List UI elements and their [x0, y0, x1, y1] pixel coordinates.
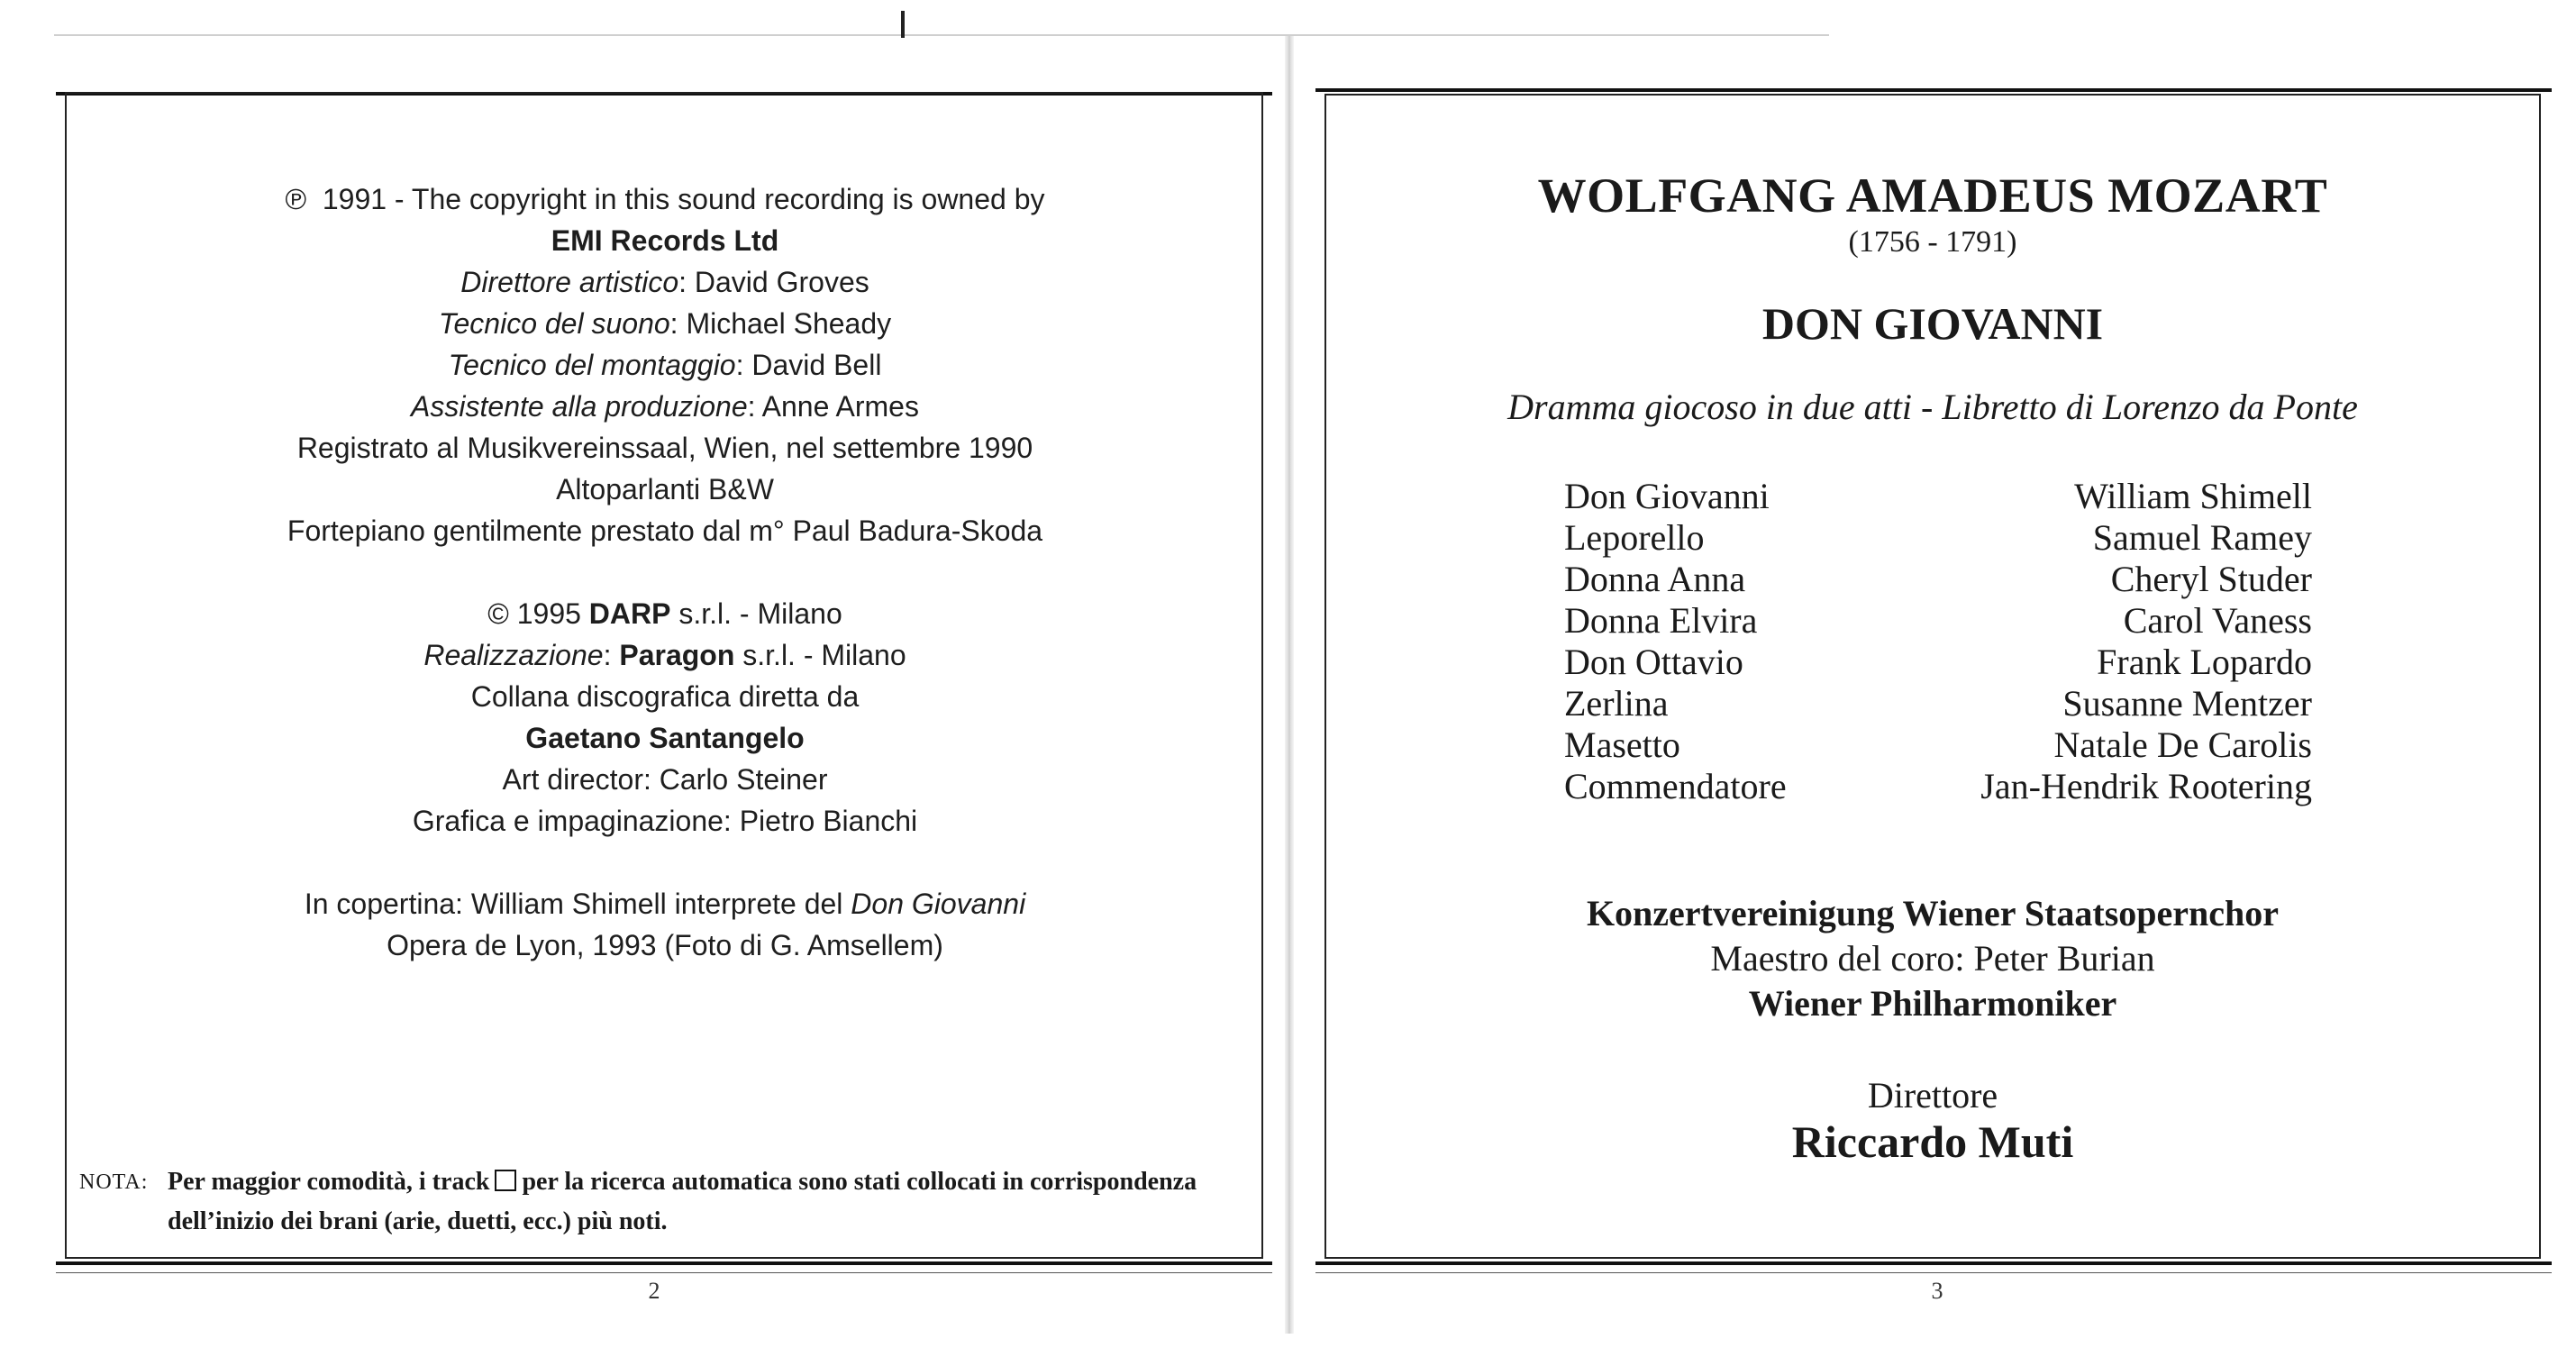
cast-row: Zerlina Susanne Mentzer — [1564, 683, 2312, 724]
booklet-spine — [1285, 36, 1294, 1334]
cover-photo-line: Opera de Lyon, 1993 (Foto di G. Amsellem) — [387, 929, 943, 961]
grafica-line: Grafica e impaginazione: Pietro Bianchi — [412, 805, 918, 837]
composer-lifespan: (1756 - 1791) — [1848, 225, 2017, 259]
nota-block — [79, 1162, 1233, 1242]
nota-label: NOTA: — [79, 1170, 149, 1194]
conductor-label: Direttore — [1867, 1075, 1998, 1116]
bottom-rule — [56, 1261, 1272, 1265]
composer-name: WOLFGANG AMADEUS MOZART — [1537, 168, 2328, 223]
cast-row: Don Ottavio Frank Lopardo — [1564, 642, 2312, 682]
recorded-line: Registrato al Musikvereinssaal, Wien, nel settembre 1990 — [296, 432, 1033, 464]
page-number: 2 — [648, 1278, 660, 1304]
orchestra-name: Wiener Philharmoniker — [1748, 983, 2117, 1024]
credit-line-0: Direttore artistico: David Groves — [460, 266, 869, 298]
darp-line: © 1995 DARP s.r.l. - Milano — [487, 597, 842, 630]
credits-block — [72, 178, 1258, 966]
copyright-owner: EMI Records Ltd — [551, 224, 779, 257]
art-director-line: Art director: Carlo Steiner — [502, 763, 828, 796]
cast-row: Don Giovanni William Shimell — [1564, 476, 2312, 516]
collana-line: Collana discografica diretta da — [470, 680, 860, 713]
chorus-master: Maestro del coro: Peter Burian — [1710, 938, 2155, 979]
cover-line: In copertina: William Shimell interprete del Don Giovanni — [304, 888, 1026, 920]
credit-line-3: Assistente alla produzione: Anne Armes — [411, 390, 919, 423]
opera-subtitle: Dramma giocoso in due atti - Libretto di Lorenzo da Ponte — [1507, 387, 2358, 427]
top-rule — [1315, 88, 2552, 92]
cast-row: Masetto Natale De Carolis — [1564, 724, 2312, 765]
cast-row: Donna Elvira Carol Vaness — [1564, 600, 2312, 641]
credit-line-1: Tecnico del suono: Michael Sheady — [438, 307, 892, 340]
opera-title: DON GIOVANNI — [1761, 298, 2104, 349]
realizzazione-line: Realizzazione: Paragon s.r.l. - Milano — [423, 639, 906, 671]
page-number: 3 — [1931, 1278, 1943, 1304]
page-left — [0, 0, 1285, 1357]
credit-line-2: Tecnico del montaggio: David Bell — [448, 349, 882, 381]
cast-row: Donna Anna Cheryl Studer — [1564, 559, 2312, 599]
cast-row: Leporello Samuel Ramey — [1564, 517, 2312, 558]
page-right — [1294, 0, 2576, 1357]
collana-director: Gaetano Santangelo — [525, 722, 805, 754]
conductor-name: Riccardo Muti — [1791, 1116, 2074, 1167]
bottom-thin-rule — [56, 1272, 1272, 1273]
chorus-name: Konzertvereinigung Wiener Staatsopernchor — [1586, 893, 2280, 934]
bottom-rule — [1315, 1261, 2552, 1265]
track-box-icon — [495, 1170, 516, 1191]
fortepiano-line: Fortepiano gentilmente prestato dal m° Paul Badura-Skoda — [287, 515, 1043, 547]
cast-list — [1564, 476, 2312, 807]
copyright-line: ℗ 1991 - The copyright in this sound recording is owned by — [285, 183, 1045, 215]
phonogram-symbol: ℗ — [285, 183, 307, 215]
nota-text: Per maggior comodità, i track per la ricerca automatica sono stati collocati in corrispondenza dell’inizio dei brani (arie, duetti, ecc.) più noti. — [168, 1168, 1197, 1235]
bottom-thin-rule — [1315, 1272, 2552, 1273]
speakers-line: Altoparlanti B&W — [556, 473, 774, 505]
cast-row: Commendatore Jan-Hendrik Rootering — [1564, 766, 2312, 806]
